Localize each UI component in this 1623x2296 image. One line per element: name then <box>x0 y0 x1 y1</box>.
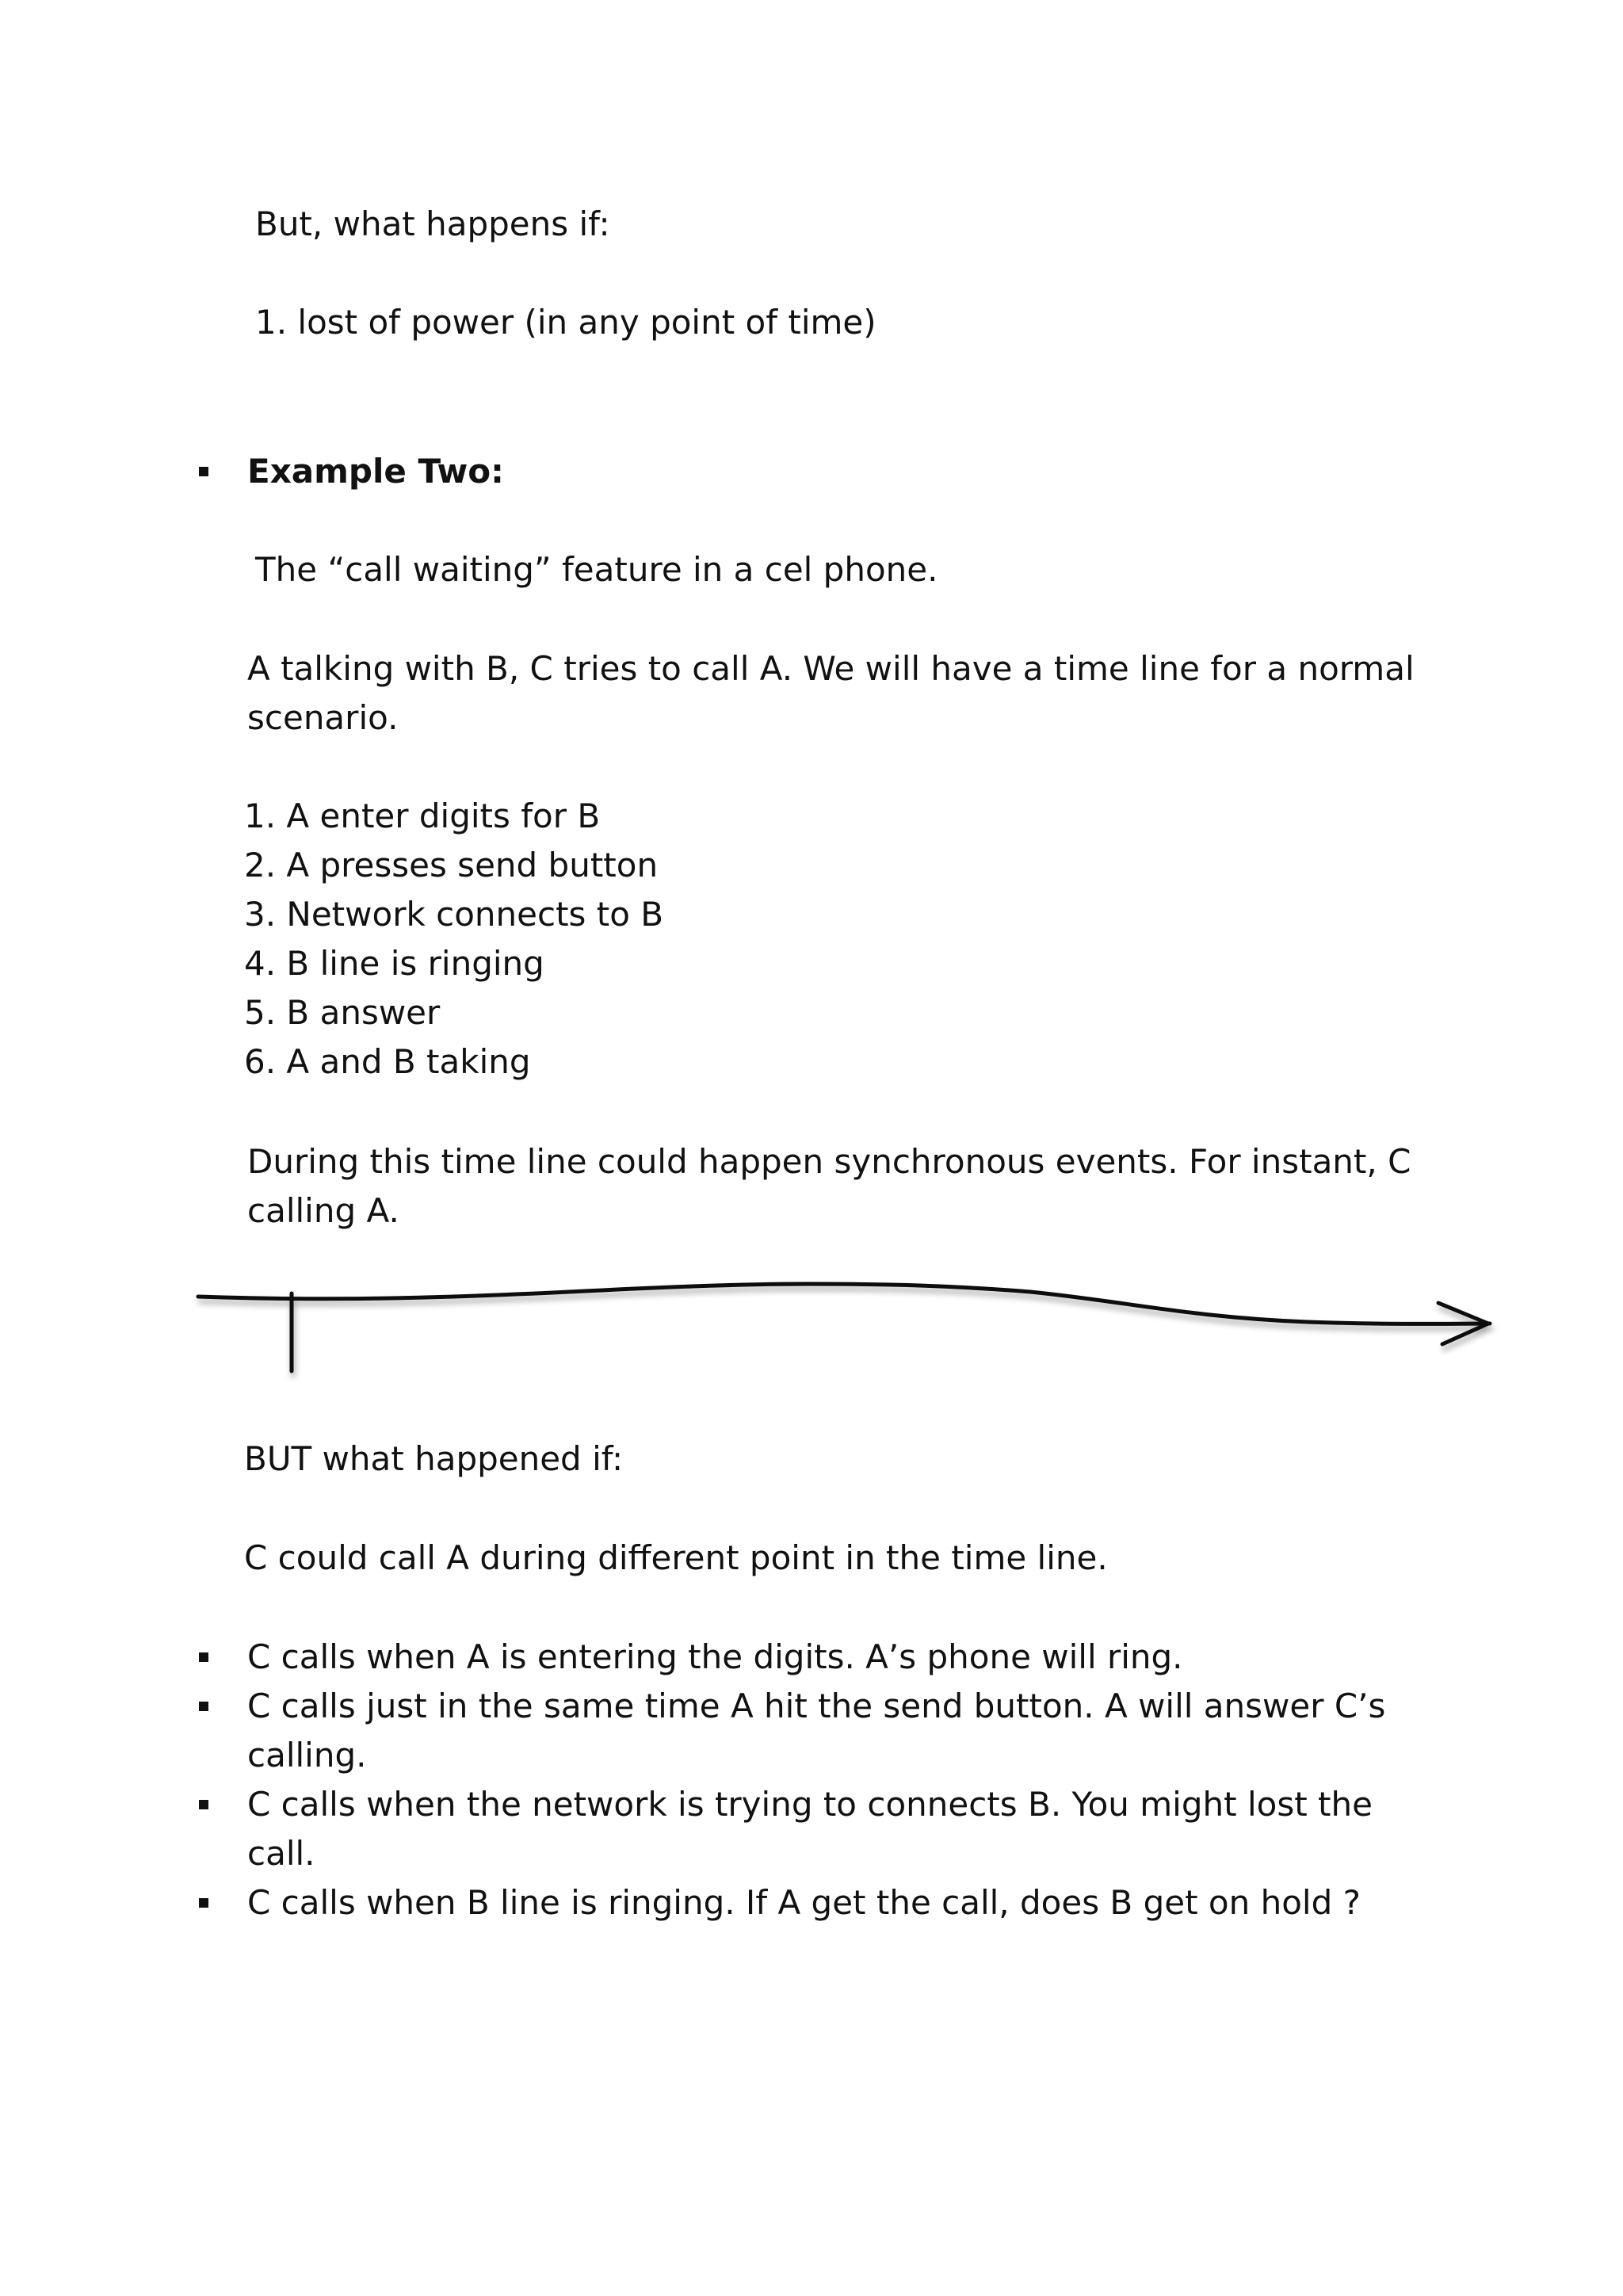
scenario-line-1: A talking with B, C tries to call A. We will have a time line for a normal <box>247 649 1415 688</box>
case-4-line-1: C calls when B line is ringing. If A get the call, does B get on hold ? <box>247 1883 1361 1922</box>
list-item: 4. B line is ringing <box>244 944 544 983</box>
after-statement: C could call A during different point in the time line. <box>244 1538 1108 1577</box>
list-item: 6. A and B taking <box>244 1042 531 1081</box>
case-3-line-1: C calls when the network is trying to connects B. You might lost the <box>247 1785 1373 1824</box>
intro-question: But, what happens if: <box>255 204 610 243</box>
during-line-2: calling A. <box>247 1191 399 1230</box>
intro-item-1: 1. lost of power (in any point of time) <box>255 303 876 342</box>
list-item: 5. B answer <box>244 993 441 1032</box>
list-item: 1. A enter digits for B <box>244 797 601 835</box>
timeline-line <box>198 1284 1490 1324</box>
case-2-line-2: calling. <box>247 1736 367 1775</box>
scenario-line-2: scenario. <box>247 698 399 737</box>
list-item: 2. A presses send button <box>244 846 659 884</box>
list-item: 3. Network connects to B <box>244 895 664 934</box>
example-two-heading: Example Two: <box>247 452 504 491</box>
during-line-1: During this time line could happen synchronous events. For instant, C <box>247 1142 1411 1181</box>
after-question: BUT what happened if: <box>244 1439 624 1478</box>
feature-line: The “call waiting” feature in a cel phone. <box>255 550 938 589</box>
bullet-icon <box>199 1898 208 1908</box>
steps-list <box>244 792 663 1087</box>
bullet-icon <box>199 467 208 476</box>
case-3-line-2: call. <box>247 1834 315 1873</box>
timeline-diagram <box>0 1252 1623 1387</box>
bullet-icon <box>199 1800 208 1809</box>
case-2-line-1: C calls just in the same time A hit the send button. A will answer C’s <box>247 1687 1386 1725</box>
bullet-icon <box>199 1702 208 1711</box>
case-1-line-1: C calls when A is entering the digits. A’s phone will ring. <box>247 1637 1183 1676</box>
bullet-icon <box>199 1652 208 1662</box>
